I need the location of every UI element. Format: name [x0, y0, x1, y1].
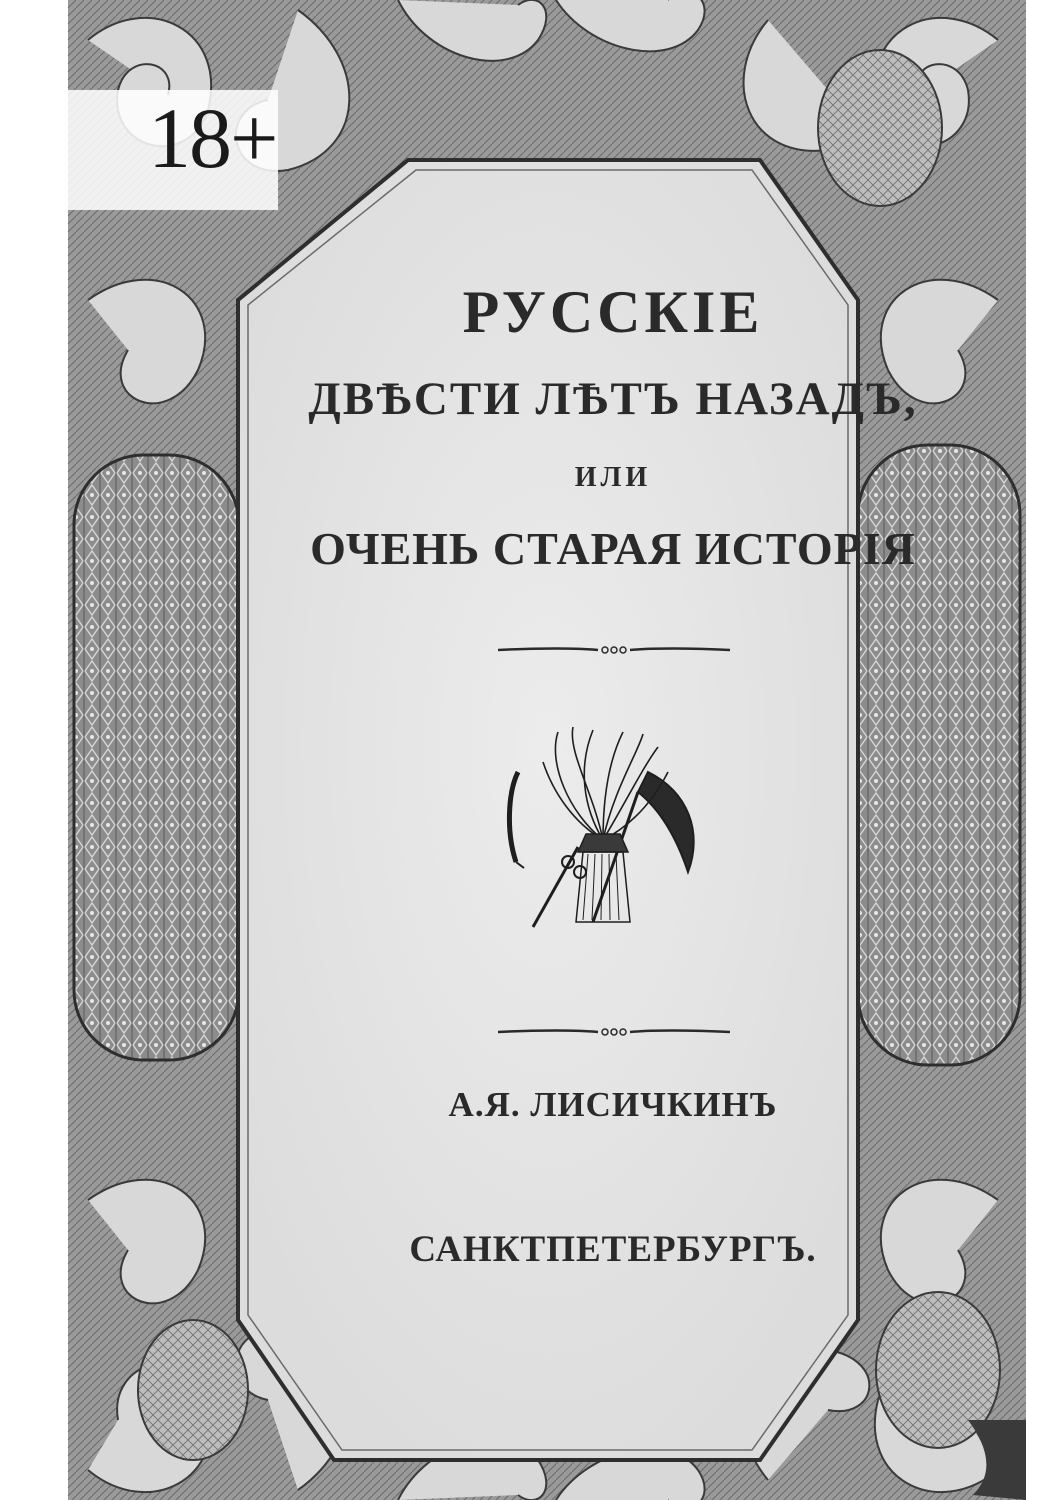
age-rating-label: 18+: [148, 90, 277, 186]
title-page: [68, 0, 1026, 1500]
publication-city: САНКТПЕТЕРБУРГЪ.: [409, 1229, 817, 1270]
ornamental-rule-icon: [498, 643, 730, 657]
title-line-3: ИЛИ: [574, 462, 652, 493]
author-name: А.Я. ЛИСИЧКИНЪ: [448, 1085, 778, 1124]
title-line-2: ДВѢСТИ ЛѢТЪ НАЗАДЪ,: [308, 373, 918, 425]
ornamental-rule-icon: [498, 1025, 730, 1039]
title-line-1: РУССКІЕ: [462, 279, 764, 345]
title-line-4: ОЧЕНЬ СТАРАЯ ИСТОРІЯ: [310, 523, 916, 574]
wheat-sheaf-scythe-icon: [498, 722, 708, 942]
